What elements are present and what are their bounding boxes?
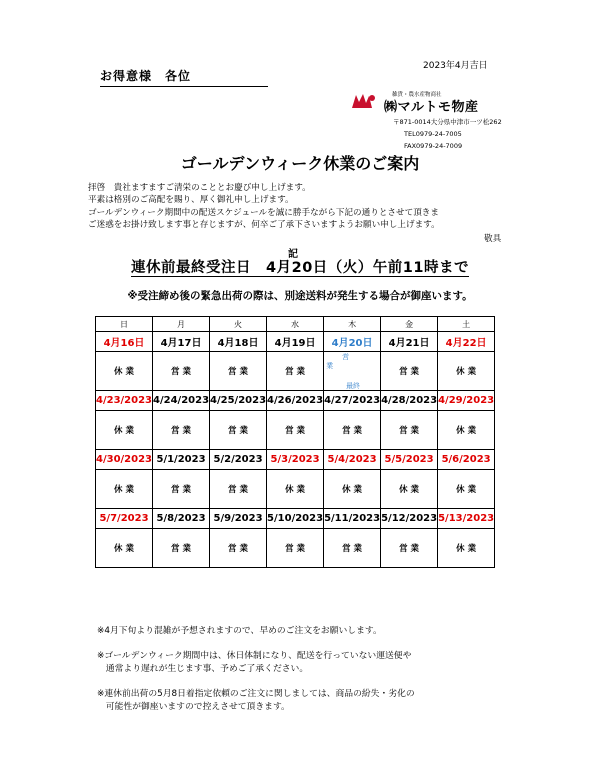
document-date: 2023年4月吉日 xyxy=(423,61,488,71)
status-cell: 営 業 xyxy=(153,411,210,450)
status-cell: 休 業 xyxy=(96,470,153,509)
status-cell: 営 業 xyxy=(267,411,324,450)
greeting-body xyxy=(88,182,528,232)
weekday-thu: 木 xyxy=(324,317,381,332)
ki-mark: 記 xyxy=(288,249,298,260)
status-cell-last-order xyxy=(324,352,381,391)
date-cell: 4/23/2023 xyxy=(96,391,153,411)
date-cell: 4月20日 xyxy=(324,332,381,352)
status-cell: 営 業 xyxy=(381,411,438,450)
company-fax: FAX0979-24-7009 xyxy=(404,142,463,150)
date-cell: 4/29/2023 xyxy=(438,391,495,411)
status-cell: 休 業 xyxy=(267,470,324,509)
date-cell: 4月17日 xyxy=(153,332,210,352)
body-line: 平素は格別のご高配を賜り、厚く御礼申し上げます。 xyxy=(88,195,294,206)
weekday-sat: 土 xyxy=(438,317,495,332)
date-cell: 5/4/2023 xyxy=(324,450,381,470)
deadline-text: 連休前最終受注日 4月20日（火）午前11時まで xyxy=(131,260,469,276)
date-cell: 4月18日 xyxy=(210,332,267,352)
status-cell: 休 業 xyxy=(438,352,495,391)
fragment-text: 業 xyxy=(326,362,334,370)
date-cell: 4/28/2023 xyxy=(381,391,438,411)
status-cell: 休 業 xyxy=(381,470,438,509)
date-cell: 5/2/2023 xyxy=(210,450,267,470)
note-line: ※4月下旬より混雑が予想されますので、早めのご注文をお願いします。 xyxy=(97,626,382,636)
date-cell: 4/30/2023 xyxy=(96,450,153,470)
weekday-sun: 日 xyxy=(96,317,153,332)
date-cell: 5/10/2023 xyxy=(267,509,324,529)
status-row xyxy=(96,352,495,391)
date-cell: 5/1/2023 xyxy=(153,450,210,470)
closing-keigu: 敬具 xyxy=(484,234,502,244)
status-row xyxy=(96,411,495,450)
date-cell: 4月16日 xyxy=(96,332,153,352)
status-cell: 営 業 xyxy=(210,352,267,391)
holiday-calendar xyxy=(95,316,495,568)
shipping-notice: ※受注締め後の緊急出荷の際は、別途送料が発生する場合が御座います。 xyxy=(127,290,473,302)
date-cell: 5/12/2023 xyxy=(381,509,438,529)
last-order-deadline xyxy=(0,256,600,277)
date-cell: 4/26/2023 xyxy=(267,391,324,411)
status-cell: 休 業 xyxy=(438,529,495,568)
weekday-fri: 金 xyxy=(381,317,438,332)
company-name: ㈱マルトモ物産 xyxy=(384,100,479,115)
date-cell: 5/11/2023 xyxy=(324,509,381,529)
status-cell: 営 業 xyxy=(381,352,438,391)
status-cell: 休 業 xyxy=(438,470,495,509)
status-cell: 休 業 xyxy=(324,470,381,509)
date-cell: 5/8/2023 xyxy=(153,509,210,529)
fragment-text: 最終 xyxy=(346,382,361,390)
weekday-wed: 水 xyxy=(267,317,324,332)
company-logo-icon xyxy=(350,91,378,111)
note-line: ※連休前出荷の5月8日着指定依頼のご注文に関しましては、商品の紛失・劣化の xyxy=(97,689,415,699)
status-cell: 休 業 xyxy=(96,352,153,391)
date-cell: 4月19日 xyxy=(267,332,324,352)
weekday-header-row xyxy=(96,317,495,332)
weekday-mon: 月 xyxy=(153,317,210,332)
recipient-line: お得意様 各位 xyxy=(100,67,268,87)
status-cell: 営 業 xyxy=(210,411,267,450)
note-line: 通常より遅れが生じます事、予めご了承ください。 xyxy=(97,664,309,674)
company-address: 〒871-0014大分県中津市一ツ松262 xyxy=(393,118,502,126)
date-row xyxy=(96,509,495,529)
date-cell: 4/24/2023 xyxy=(153,391,210,411)
status-cell: 営 業 xyxy=(153,529,210,568)
weekday-tue: 火 xyxy=(210,317,267,332)
note-line: ※ゴールデンウィーク期間中は、休日体制になり、配送を行っていない運送便や xyxy=(97,651,412,661)
date-cell: 5/6/2023 xyxy=(438,450,495,470)
date-cell: 5/9/2023 xyxy=(210,509,267,529)
date-row xyxy=(96,332,495,352)
body-line: 拝啓 貴社ますますご清栄のこととお慶び申し上げます。 xyxy=(88,183,311,193)
status-cell: 営 業 xyxy=(267,352,324,391)
company-tel: TEL0979-24-7005 xyxy=(404,130,462,138)
status-cell: 休 業 xyxy=(438,411,495,450)
document-title: ゴールデンウィーク休業のご案内 xyxy=(180,154,420,173)
status-cell: 休 業 xyxy=(96,529,153,568)
date-cell: 4月22日 xyxy=(438,332,495,352)
company-subtitle: 雑貨・農水産物商社 xyxy=(392,92,442,98)
fragment-text: 営 xyxy=(342,353,350,361)
date-cell: 5/7/2023 xyxy=(96,509,153,529)
status-cell: 営 業 xyxy=(153,470,210,509)
date-row xyxy=(96,391,495,411)
status-cell: 営 業 xyxy=(324,411,381,450)
status-cell: 営 業 xyxy=(153,352,210,391)
body-line: ご迷惑をお掛け致します事と存じますが、何卒ご了承下さいますようお願い申し上げます。 xyxy=(88,220,440,231)
date-cell: 5/13/2023 xyxy=(438,509,495,529)
date-cell: 4月21日 xyxy=(381,332,438,352)
status-cell: 休 業 xyxy=(96,411,153,450)
status-cell: 営 業 xyxy=(210,529,267,568)
status-row xyxy=(96,529,495,568)
date-cell: 4/25/2023 xyxy=(210,391,267,411)
date-cell: 4/27/2023 xyxy=(324,391,381,411)
status-cell: 営 業 xyxy=(210,470,267,509)
note-line: 可能性が御座いますので控えさせて頂きます。 xyxy=(97,702,290,712)
status-cell: 営 業 xyxy=(324,529,381,568)
date-cell: 5/3/2023 xyxy=(267,450,324,470)
status-cell: 営 業 xyxy=(267,529,324,568)
status-cell: 営 業 xyxy=(381,529,438,568)
date-cell: 5/5/2023 xyxy=(381,450,438,470)
date-row xyxy=(96,450,495,470)
body-line: ゴールデンウィーク期間中の配送スケジュールを誠に勝手ながら下記の通りとさせて頂きま xyxy=(88,207,439,218)
status-row xyxy=(96,470,495,509)
